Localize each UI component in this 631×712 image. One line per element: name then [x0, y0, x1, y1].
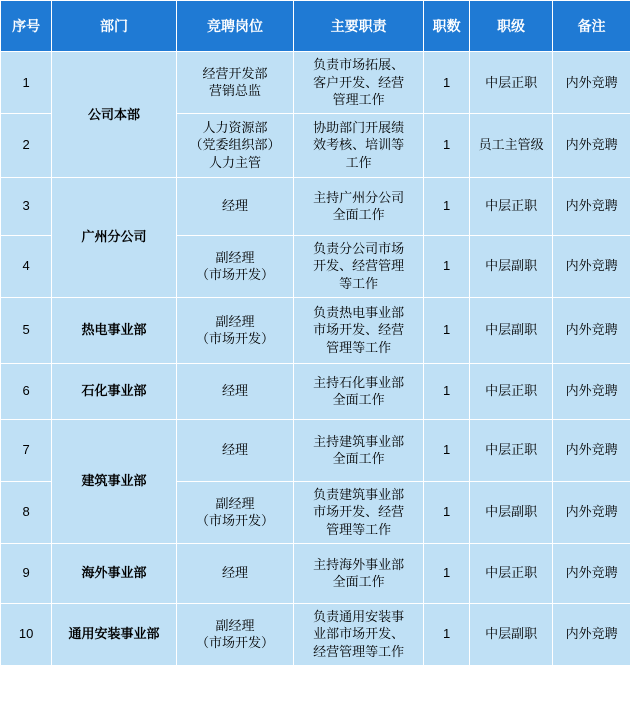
- cell-department: 公司本部: [52, 52, 177, 178]
- cell-index: 7: [1, 419, 52, 481]
- column-header-index: 序号: [1, 1, 52, 52]
- column-header-rank: 职级: [470, 1, 553, 52]
- cell-index: 8: [1, 481, 52, 543]
- column-header-department: 部门: [52, 1, 177, 52]
- cell-department: 广州分公司: [52, 177, 177, 297]
- table-row: [1, 543, 631, 603]
- cell-rank: 中层副职: [470, 297, 553, 363]
- cell-position: 副经理 （市场开发）: [176, 481, 293, 543]
- cell-position: 人力资源部 （党委组织部） 人力主管: [176, 113, 293, 177]
- cell-position: 经理: [176, 543, 293, 603]
- cell-rank: 员工主管级: [470, 113, 553, 177]
- cell-index: 5: [1, 297, 52, 363]
- cell-remark: 内外竞聘: [553, 481, 631, 543]
- cell-department: 通用安装事业部: [52, 603, 177, 665]
- cell-index: 9: [1, 543, 52, 603]
- column-header-position: 竞聘岗位: [176, 1, 293, 52]
- cell-remark: 内外竞聘: [553, 177, 631, 235]
- cell-rank: 中层正职: [470, 52, 553, 114]
- cell-position: 经理: [176, 419, 293, 481]
- cell-count: 1: [424, 177, 470, 235]
- cell-count: 1: [424, 235, 470, 297]
- cell-department: 建筑事业部: [52, 419, 177, 543]
- cell-rank: 中层副职: [470, 603, 553, 665]
- table-row: [1, 52, 631, 114]
- cell-rank: 中层副职: [470, 481, 553, 543]
- cell-count: 1: [424, 113, 470, 177]
- cell-index: 3: [1, 177, 52, 235]
- cell-count: 1: [424, 52, 470, 114]
- cell-count: 1: [424, 603, 470, 665]
- cell-duty: 主持广州分公司 全面工作: [294, 177, 424, 235]
- table-header-row: [1, 1, 631, 52]
- cell-duty: 主持海外事业部 全面工作: [294, 543, 424, 603]
- cell-remark: 内外竞聘: [553, 297, 631, 363]
- cell-position: 副经理 （市场开发）: [176, 603, 293, 665]
- cell-count: 1: [424, 481, 470, 543]
- cell-department: 热电事业部: [52, 297, 177, 363]
- cell-rank: 中层正职: [470, 177, 553, 235]
- cell-remark: 内外竞聘: [553, 419, 631, 481]
- table-row: [1, 419, 631, 481]
- table-row: [1, 177, 631, 235]
- table-body: [1, 52, 631, 666]
- cell-count: 1: [424, 297, 470, 363]
- cell-position: 经理: [176, 363, 293, 419]
- cell-duty: 主持建筑事业部 全面工作: [294, 419, 424, 481]
- cell-rank: 中层正职: [470, 419, 553, 481]
- cell-remark: 内外竞聘: [553, 52, 631, 114]
- cell-count: 1: [424, 363, 470, 419]
- column-header-count: 职数: [424, 1, 470, 52]
- table-header: [1, 1, 631, 52]
- cell-position: 经营开发部 营销总监: [176, 52, 293, 114]
- cell-index: 10: [1, 603, 52, 665]
- cell-remark: 内外竞聘: [553, 543, 631, 603]
- cell-index: 2: [1, 113, 52, 177]
- cell-duty: 负责通用安装事 业部市场开发、 经营管理等工作: [294, 603, 424, 665]
- cell-rank: 中层正职: [470, 363, 553, 419]
- table-row: [1, 603, 631, 665]
- cell-index: 1: [1, 52, 52, 114]
- cell-remark: 内外竞聘: [553, 603, 631, 665]
- cell-index: 4: [1, 235, 52, 297]
- cell-index: 6: [1, 363, 52, 419]
- cell-position: 副经理 （市场开发）: [176, 235, 293, 297]
- cell-remark: 内外竞聘: [553, 363, 631, 419]
- table-row: [1, 363, 631, 419]
- column-header-duty: 主要职责: [294, 1, 424, 52]
- cell-duty: 负责分公司市场 开发、经营管理 等工作: [294, 235, 424, 297]
- cell-count: 1: [424, 543, 470, 603]
- cell-count: 1: [424, 419, 470, 481]
- cell-position: 经理: [176, 177, 293, 235]
- cell-department: 石化事业部: [52, 363, 177, 419]
- cell-position: 副经理 （市场开发）: [176, 297, 293, 363]
- cell-department: 海外事业部: [52, 543, 177, 603]
- cell-duty: 负责热电事业部 市场开发、经营 管理等工作: [294, 297, 424, 363]
- cell-remark: 内外竞聘: [553, 235, 631, 297]
- cell-duty: 协助部门开展绩 效考核、培训等 工作: [294, 113, 424, 177]
- cell-duty: 负责市场拓展、 客户开发、经营 管理工作: [294, 52, 424, 114]
- cell-rank: 中层正职: [470, 543, 553, 603]
- cell-rank: 中层副职: [470, 235, 553, 297]
- cell-remark: 内外竞聘: [553, 113, 631, 177]
- cell-duty: 主持石化事业部 全面工作: [294, 363, 424, 419]
- table-row: [1, 297, 631, 363]
- cell-duty: 负责建筑事业部 市场开发、经营 管理等工作: [294, 481, 424, 543]
- column-header-remark: 备注: [553, 1, 631, 52]
